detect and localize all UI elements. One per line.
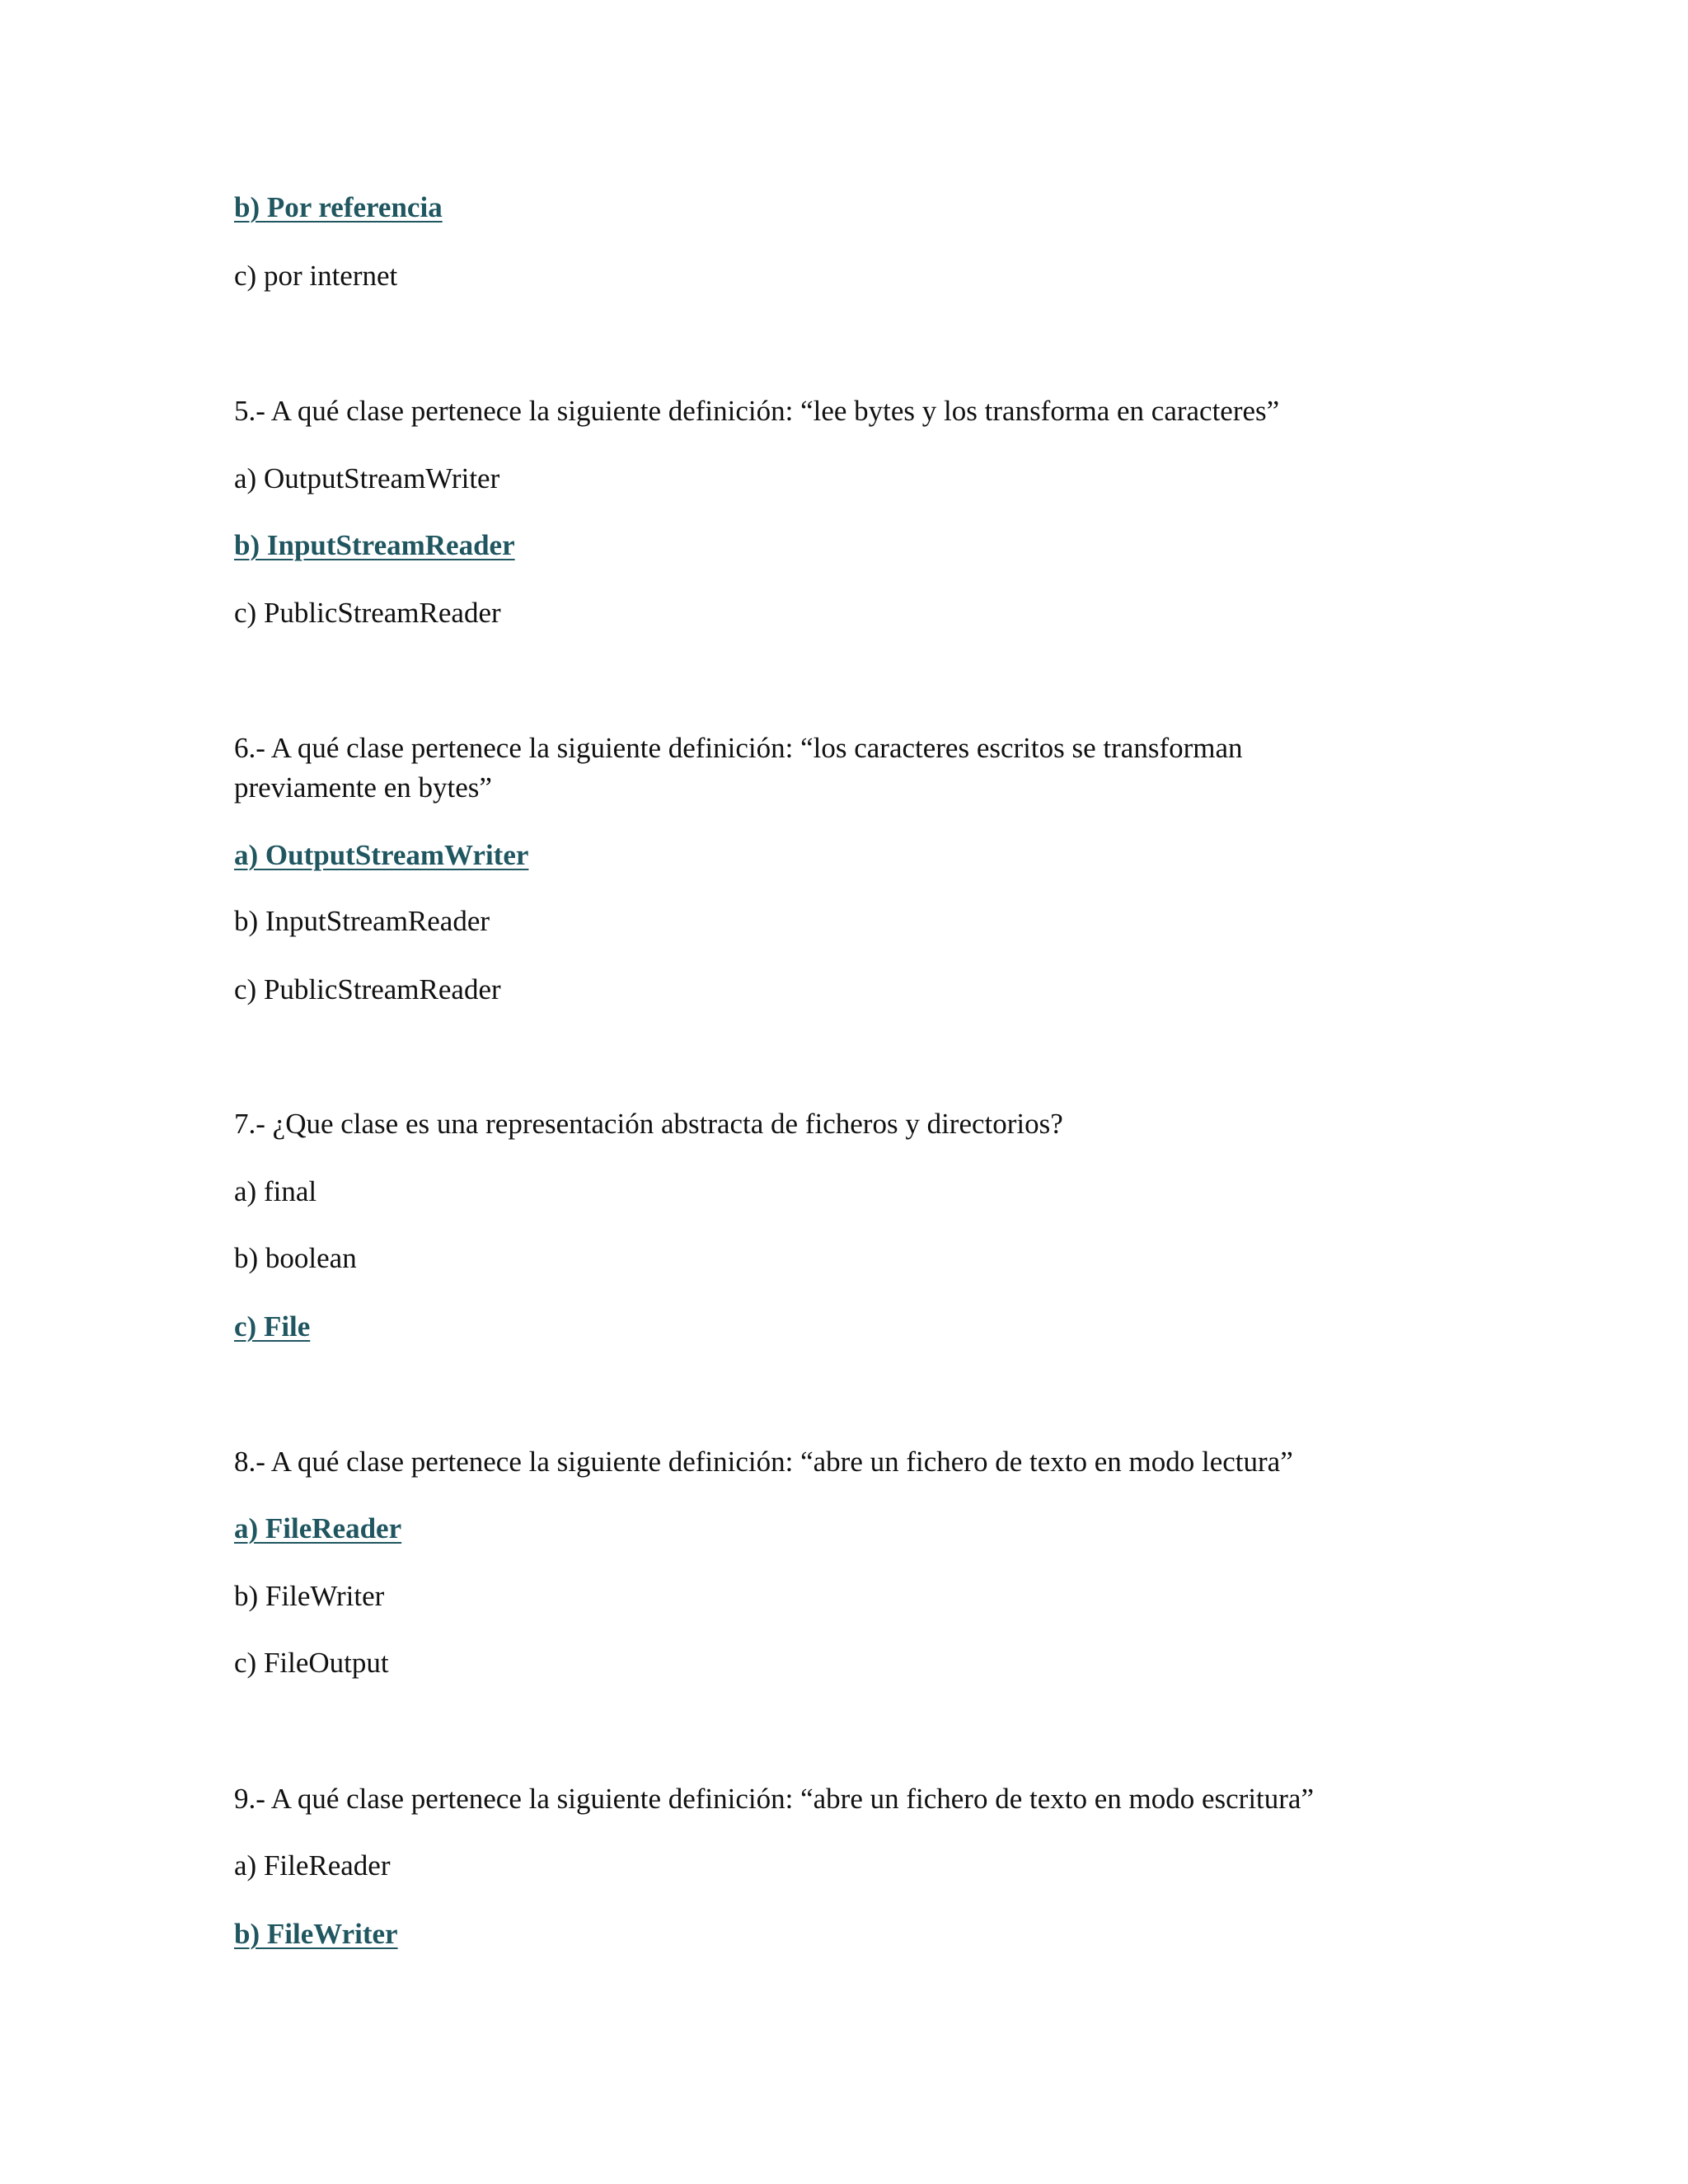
q6-question-line2: previamente en bytes” [234,771,492,804]
q8-option-a-correct: a) FileReader [234,1512,402,1544]
q7-question: 7.- ¿Que clase es una representación abstracta de ficheros y directorios? [234,1108,1063,1140]
q4-option-b-correct: b) Por referencia [234,191,443,223]
q5-option-b-correct: b) InputStreamReader [234,529,515,561]
q7-option-b: b) boolean [234,1242,357,1274]
q8-option-c: c) FileOutput [234,1647,389,1679]
q9-question: 9.- A qué clase pertenece la siguiente definición: “abre un fichero de texto en modo escritura” [234,1783,1315,1815]
q9-option-b-correct: b) FileWriter [234,1918,398,1950]
q6-option-b: b) InputStreamReader [234,905,490,937]
q7-option-c-correct: c) File [234,1310,311,1343]
q9-option-a: a) FileReader [234,1849,391,1882]
q4-option-c: c) por internet [234,260,398,292]
q5-option-c: c) PublicStreamReader [234,597,501,629]
q6-question-line1: 6.- A qué clase pertenece la siguiente definición: “los caracteres escritos se transforman [234,732,1243,764]
q8-question: 8.- A qué clase pertenece la siguiente definición: “abre un fichero de texto en modo lectura” [234,1446,1293,1478]
q5-option-a: a) OutputStreamWriter [234,462,500,494]
q5-question: 5.- A qué clase pertenece la siguiente definición: “lee bytes y los transforma en caracteres” [234,395,1280,427]
q6-option-a-correct: a) OutputStreamWriter [234,839,529,871]
q8-option-b: b) FileWriter [234,1580,385,1612]
q6-option-c: c) PublicStreamReader [234,973,501,1005]
q7-option-a: a) final [234,1175,317,1207]
